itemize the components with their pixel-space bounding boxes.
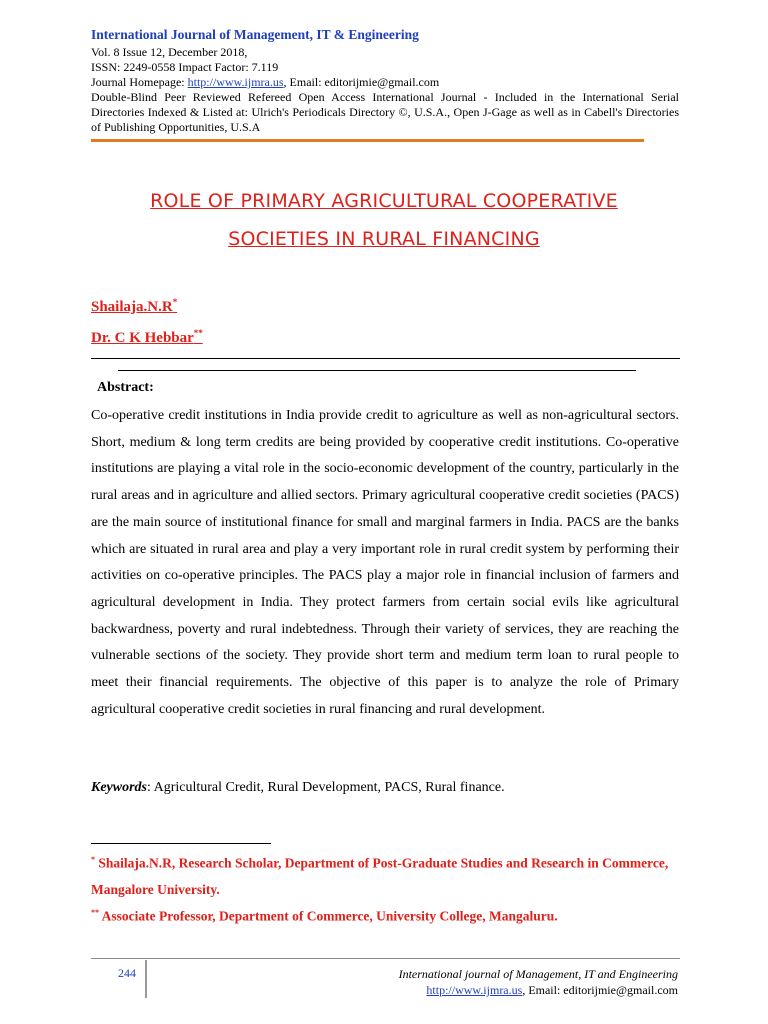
article-title-line-1: ROLE OF PRIMARY AGRICULTURAL COOPERATIVE (150, 190, 618, 212)
article-title-line-2: SOCIETIES IN RURAL FINANCING (228, 228, 540, 250)
author-1-mark: * (172, 297, 178, 307)
author-1-name: Shailaja.N.R (91, 299, 173, 315)
header-email: , Email: editorijmie@gmail.com (283, 75, 440, 89)
footer-rule (91, 958, 680, 959)
footnote-1-text: Shailaja.N.R, Research Scholar, Department of Post-Graduate Studies and Research in Commerce, Mangalore University. (91, 855, 669, 897)
homepage-link[interactable]: http://www.ijmra.us (187, 75, 284, 89)
volume-line: Vol. 8 Issue 12, December 2018, (91, 45, 248, 59)
author-rule-top (91, 358, 680, 359)
issn-line: ISSN: 2249-0558 Impact Factor: 7.119 (91, 60, 279, 74)
indexing-statement: Double-Blind Peer Reviewed Refereed Open Access International Journal - Included in the International Serial Directories Indexed & Listed at: Ulrich's Periodicals Directory ©, U.S.A., Open J-Gage as well as in Cabell's Directories of Publishing Opportunities, U.S.A (91, 90, 679, 134)
header-rule (91, 139, 644, 142)
keywords (91, 780, 505, 796)
footer-link[interactable]: http://www.ijmra.us (426, 983, 523, 997)
footer-journal-name: International journal of Management, IT and Engineering (398, 967, 678, 981)
journal-title: International Journal of Management, IT & Engineering (91, 27, 419, 42)
author-2-name: Dr. C K Hebbar (91, 330, 194, 346)
abstract-heading: Abstract: (97, 380, 154, 395)
footnote-separator (91, 843, 271, 844)
keywords-text: : Agricultural Credit, Rural Development, PACS, Rural finance. (147, 780, 505, 795)
footnote-2 (91, 900, 679, 930)
keywords-label: Keywords (91, 780, 147, 795)
footnote-1 (91, 847, 679, 903)
footnote-2-mark: ** (91, 908, 99, 917)
author-2 (91, 328, 203, 347)
homepage-label: Journal Homepage: (91, 75, 188, 89)
footer-divider (145, 960, 147, 998)
footnote-2-text: Associate Professor, Department of Commerce, University College, Mangaluru. (99, 908, 558, 924)
author-rule-bottom (118, 370, 636, 371)
footer-contact (426, 983, 678, 998)
footer-email: , Email: editorijmie@gmail.com (522, 983, 678, 997)
page-number: 244 (118, 966, 136, 980)
footnote-1-mark: * (91, 855, 95, 864)
abstract-text: Co-operative credit institutions in India provide credit to agriculture as well as non-agricultural sectors. Short, medium & long term credits are being provided by cooperative credit institutions. Co-operative institutions are playing a vital role in the socio-economic development of the country, particularly in the rural areas and in agriculture and allied sectors. Primary agricultural cooperative credit societies (PACS) are the main source of institutional finance for small and marginal farmers in India. PACS are the banks which are situated in rural area and play a very important role in rural credit system by performing their activities on co-operative principles. The PACS play a major role in financial inclusion of farmers and agricultural development in India. They protect farmers from certain social evils like agricultural backwardness, poverty and rural indebtedness. Through their variety of services, they are reaching the vulnerable sections of the society. They provide short term and medium term loan to rural people to meet their financial requirements. The objective of this paper is to analyze the role of Primary agricultural cooperative credit societies in rural financing and rural development. (91, 408, 679, 717)
homepage-line (91, 75, 439, 90)
author-1 (91, 297, 177, 316)
author-2-mark: ** (193, 328, 203, 338)
